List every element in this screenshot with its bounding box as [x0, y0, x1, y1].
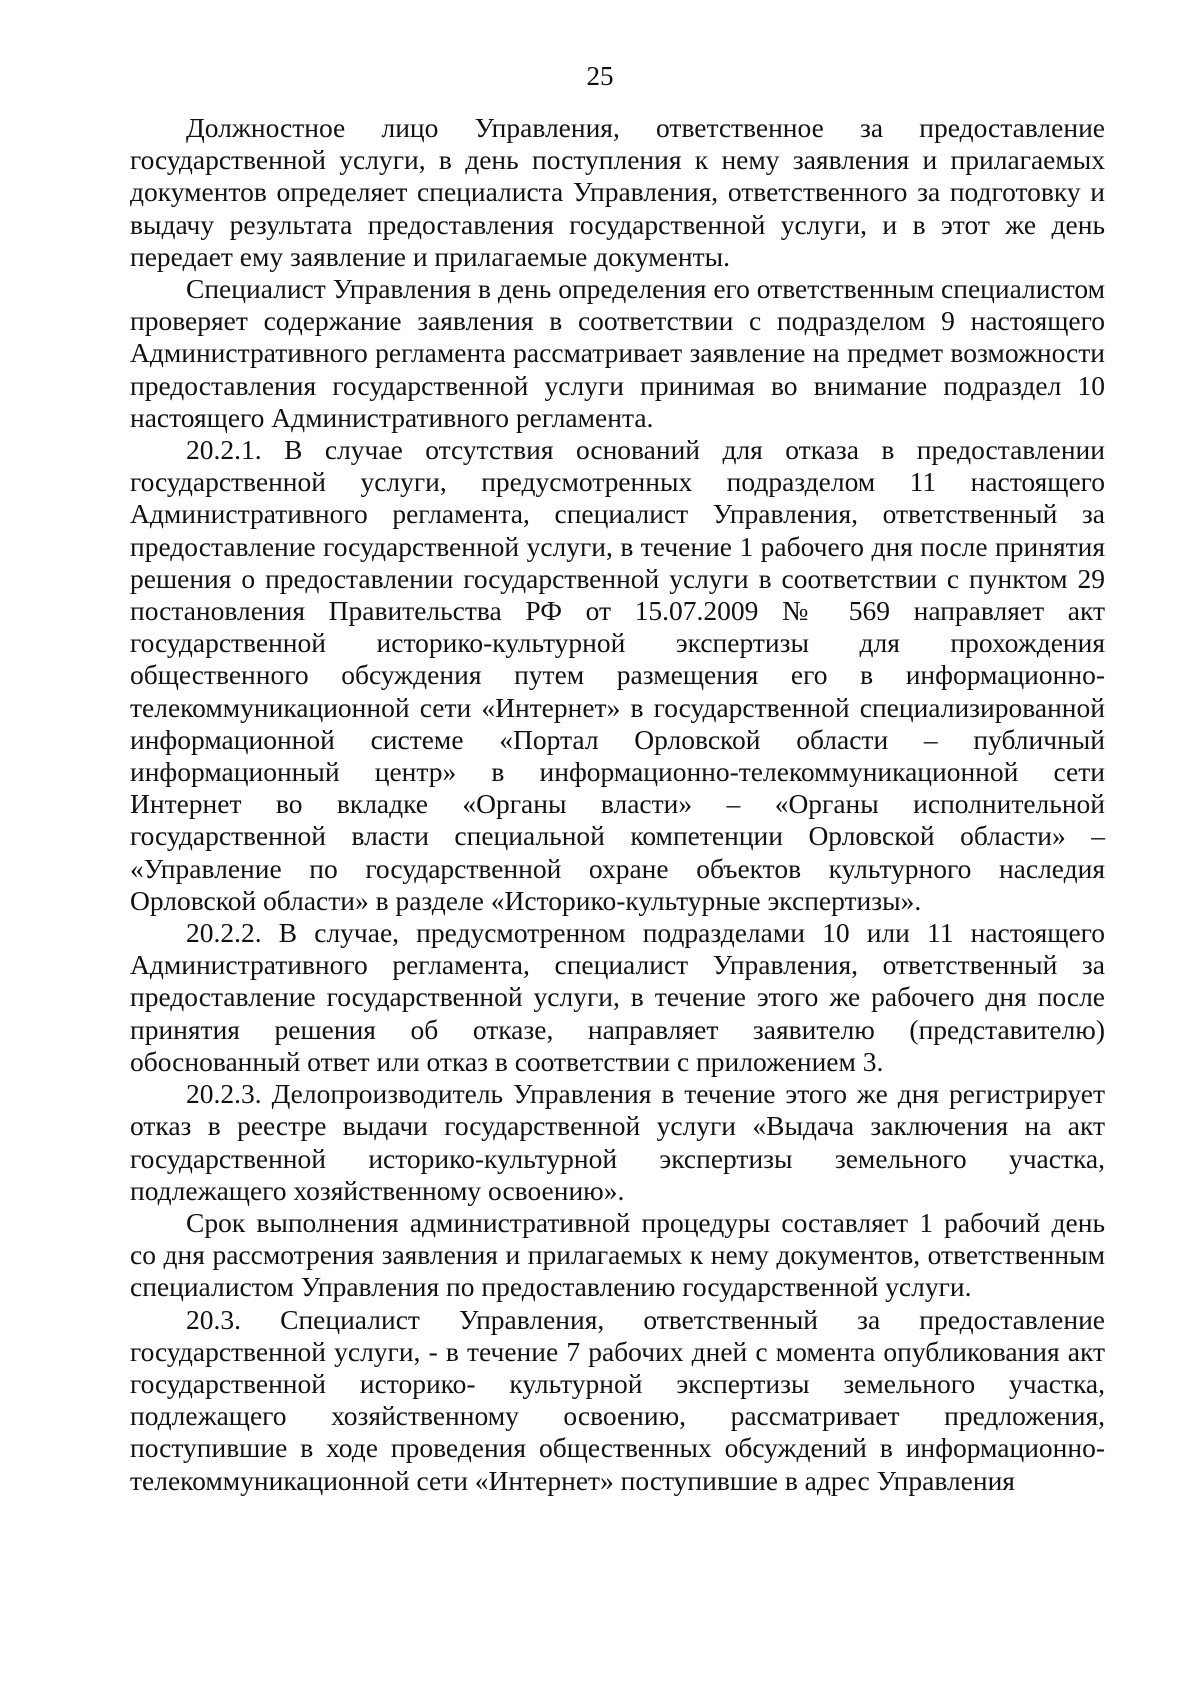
paragraph-20-2-3: 20.2.3. Делопроизводитель Управления в течение этого же дня регистрирует отказ в реестре выдачи государственной услуги «Выдача заключения на акт государственной историко-культурной экспертизы земельного участка, подлежащего хозяйственному освоению». [130, 1078, 1105, 1206]
paragraph-20-2-1: 20.2.1. В случае отсутствия оснований для отказа в предоставлении государственной услуги, предусмотренных подразделом 11 настоящего Административного регламента, специалист Управления, ответственный за предоставление государственной услуги, в течение 1 рабочего дня после принятия решения о предоставлении государственной услуги в соответствии с пунктом 29 постановления Правительства РФ от 15.07.2009 № 569 направляет акт государственной историко-культурной экспертизы для прохождения общественного обсуждения путем размещения его в информационно-телекоммуникационной сети «Интернет» в государственной специализированной информационной системе «Портал Орловской области – публичный информационный центр» в информационно-телекоммуникационной сети Интернет во вкладке «Органы власти» – «Органы исполнительной государственной власти специальной компетенции Орловской области» – «Управление по государственной охране объектов культурного наследия Орловской области» в разделе «Историко-культурные экспертизы». [130, 434, 1105, 916]
paragraph-procedure-term: Срок выполнения административной процедуры составляет 1 рабочий день со дня рассмотрения заявления и прилагаемых к нему документов, ответственным специалистом Управления по предоставлению государственной услуги. [130, 1206, 1105, 1303]
paragraph-responsible-official: Должностное лицо Управления, ответственное за предоставление государственной услуги, в день поступления к нему заявления и прилагаемых документов определяет специалиста Управления, ответственного за подготовку и выдачу результата предоставления государственной услуги, и в этот же день передает ему заявление и прилагаемые документы. [130, 112, 1105, 272]
paragraph-20-3: 20.3. Специалист Управления, ответственный за предоставление государственной услуги, - в течение 7 рабочих дней с момента опубликования акт государственной историко- культурной экспертизы земельного участка, подлежащего хозяйственному освоению, рассматривает предложения, поступившие в ходе проведения общественных обсуждений в информационно-телекоммуникационной сети «Интернет» поступившие в адрес Управления [130, 1303, 1105, 1496]
paragraph-20-2-2: 20.2.2. В случае, предусмотренном подразделами 10 или 11 настоящего Административного регламента, специалист Управления, ответственный за предоставление государственной услуги, в течение этого же рабочего дня после принятия решения об отказе, направляет заявителю (представителю) обоснованный ответ или отказ в соответствии с приложением 3. [130, 917, 1105, 1077]
page-number: 25 [586, 61, 614, 91]
document-body [130, 112, 1105, 1497]
paragraph-specialist-review: Специалист Управления в день определения его ответственным специалистом проверяет содержание заявления в соответствии с подразделом 9 настоящего Административного регламента рассматривает заявление на предмет возможности предоставления государственной услуги принимая во внимание подраздел 10 настоящего Административного регламента. [130, 273, 1105, 433]
